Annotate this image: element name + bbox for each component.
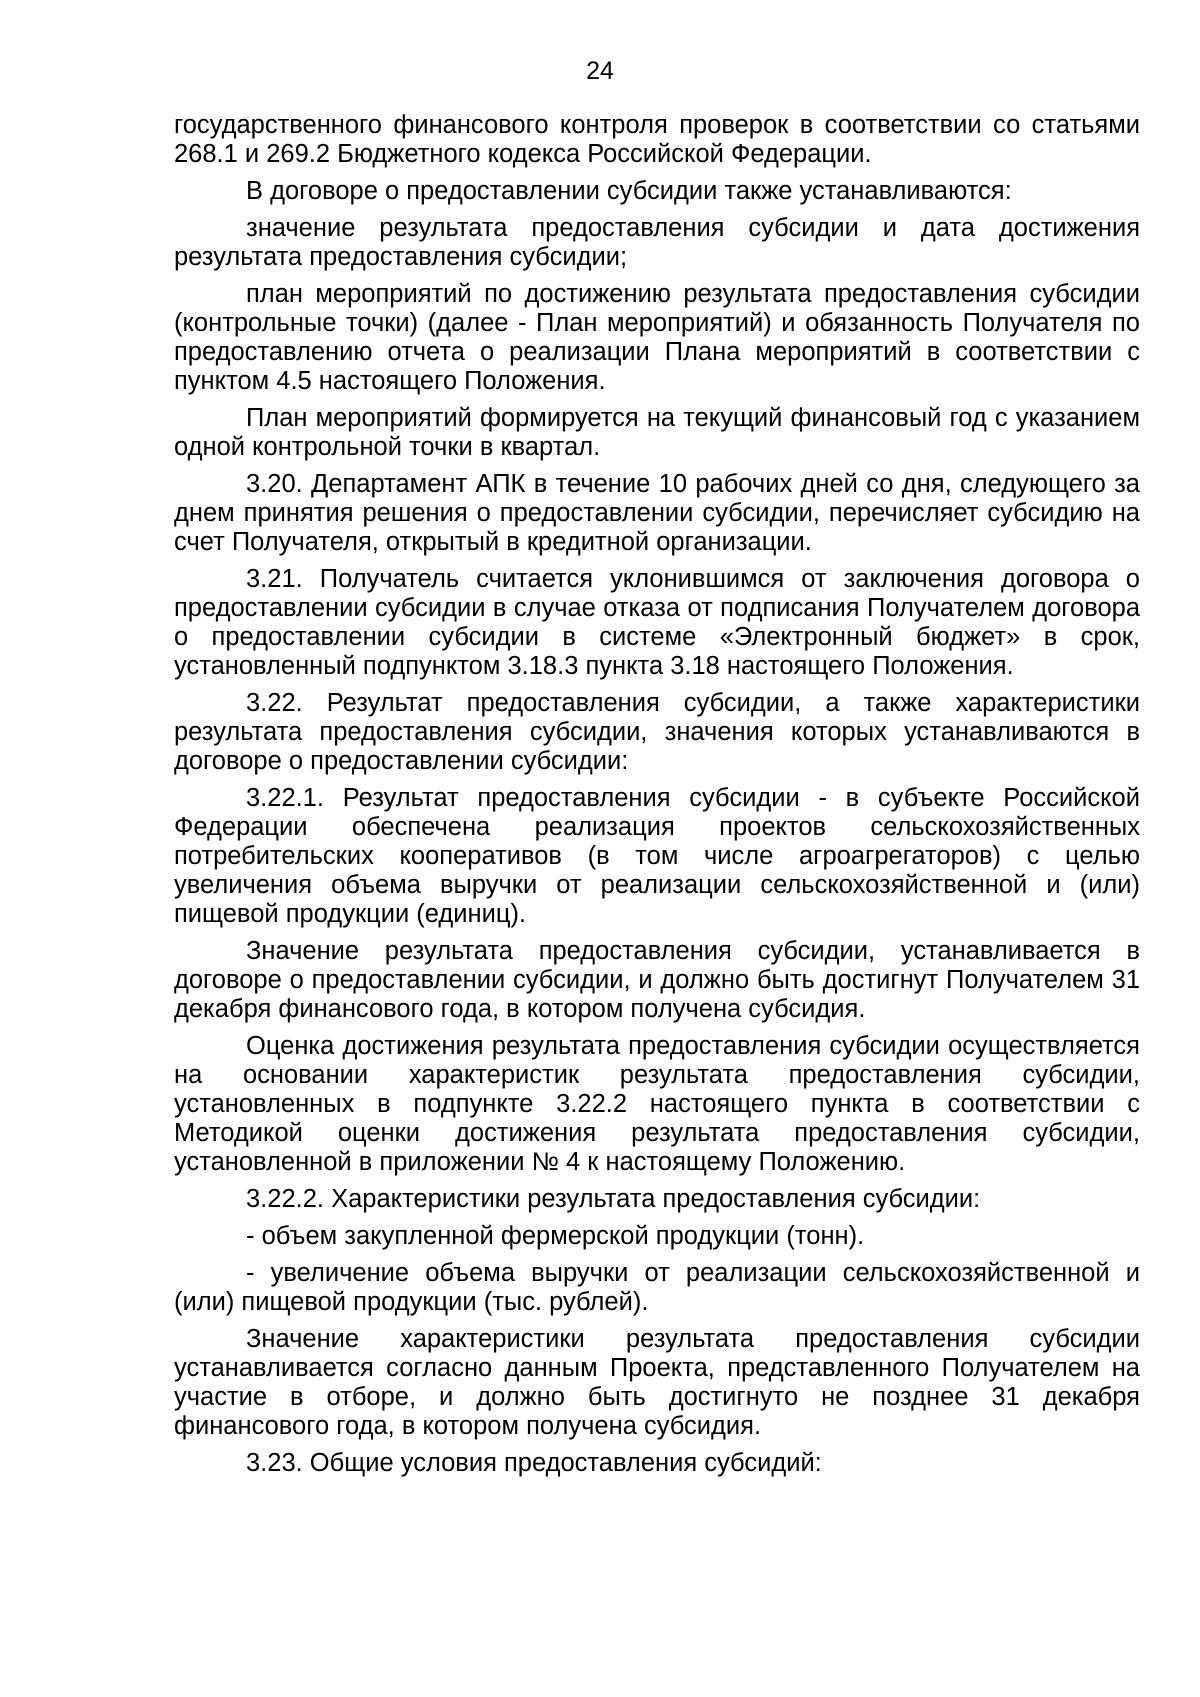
paragraph: 3.22.1. Результат предоставления субсидии - в субъекте Российской Федерации обеспечена реализация проектов сельскохозяйственных потребительских кооперативов (в том числе агроагрегаторов) с целью увеличения объема выручки от реализации сельскохозяйственной и (или) пищевой продукции (единиц). xyxy=(174,784,1140,928)
paragraph: План мероприятий формируется на текущий финансовый год с указанием одной контрольной точки в квартал. xyxy=(174,404,1140,461)
document-body xyxy=(174,111,1140,1486)
paragraph: государственного финансового контроля проверок в соответствии со статьями 268.1 и 269.2 Бюджетного кодекса Российской Федерации. xyxy=(174,111,1140,168)
paragraph: план мероприятий по достижению результата предоставления субсидии (контрольные точки) (далее - План мероприятий) и обязанность Получателя по предоставлению отчета о реализации Плана мероприятий в соответствии с пунктом 4.5 настоящего Положения. xyxy=(174,280,1140,395)
paragraph: 3.22. Результат предоставления субсидии, а также характеристики результата предоставления субсидии, значения которых устанавливаются в договоре о предоставлении субсидии: xyxy=(174,689,1140,775)
paragraph: В договоре о предоставлении субсидии также устанавливаются: xyxy=(246,177,1012,205)
paragraph: 3.22.2. Характеристики результата предоставления субсидии: xyxy=(246,1185,981,1213)
paragraph: значение результата предоставления субсидии и дата достижения результата предоставления субсидии; xyxy=(174,214,1140,271)
page-number: 24 xyxy=(586,57,614,85)
paragraph: 3.23. Общие условия предоставления субсидий: xyxy=(246,1449,822,1477)
paragraph: Значение результата предоставления субсидии, устанавливается в договоре о предоставлении субсидии, и должно быть достигнут Получателем 31 декабря финансового года, в котором получена субсидия. xyxy=(174,937,1140,1023)
paragraph: 3.20. Департамент АПК в течение 10 рабочих дней со дня, следующего за днем принятия решения о предоставлении субсидии, перечисляет субсидию на счет Получателя, открытый в кредитной организации. xyxy=(174,470,1140,556)
paragraph: 3.21. Получатель считается уклонившимся от заключения договора о предоставлении субсидии в случае отказа от подписания Получателем договора о предоставлении субсидии в системе «Электронный бюджет» в срок, установленный подпунктом 3.18.3 пункта 3.18 настоящего Положения. xyxy=(174,565,1140,680)
paragraph: Значение характеристики результата предоставления субсидии устанавливается согласно данным Проекта, представленного Получателем на участие в отборе, и должно быть достигнуто не позднее 31 декабря финансового года, в котором получена субсидия. xyxy=(174,1325,1140,1440)
paragraph: - увеличение объема выручки от реализации сельскохозяйственной и (или) пищевой продукции (тыс. рублей). xyxy=(174,1259,1140,1316)
paragraph: - объем закупленной фермерской продукции (тонн). xyxy=(246,1222,865,1250)
paragraph: Оценка достижения результата предоставления субсидии осуществляется на основании характеристик результата предоставления субсидии, установленных в подпункте 3.22.2 настоящего пункта в соответствии с Методикой оценки достижения результата предоставления субсидии, установленной в приложении № 4 к настоящему Положению. xyxy=(174,1032,1140,1176)
